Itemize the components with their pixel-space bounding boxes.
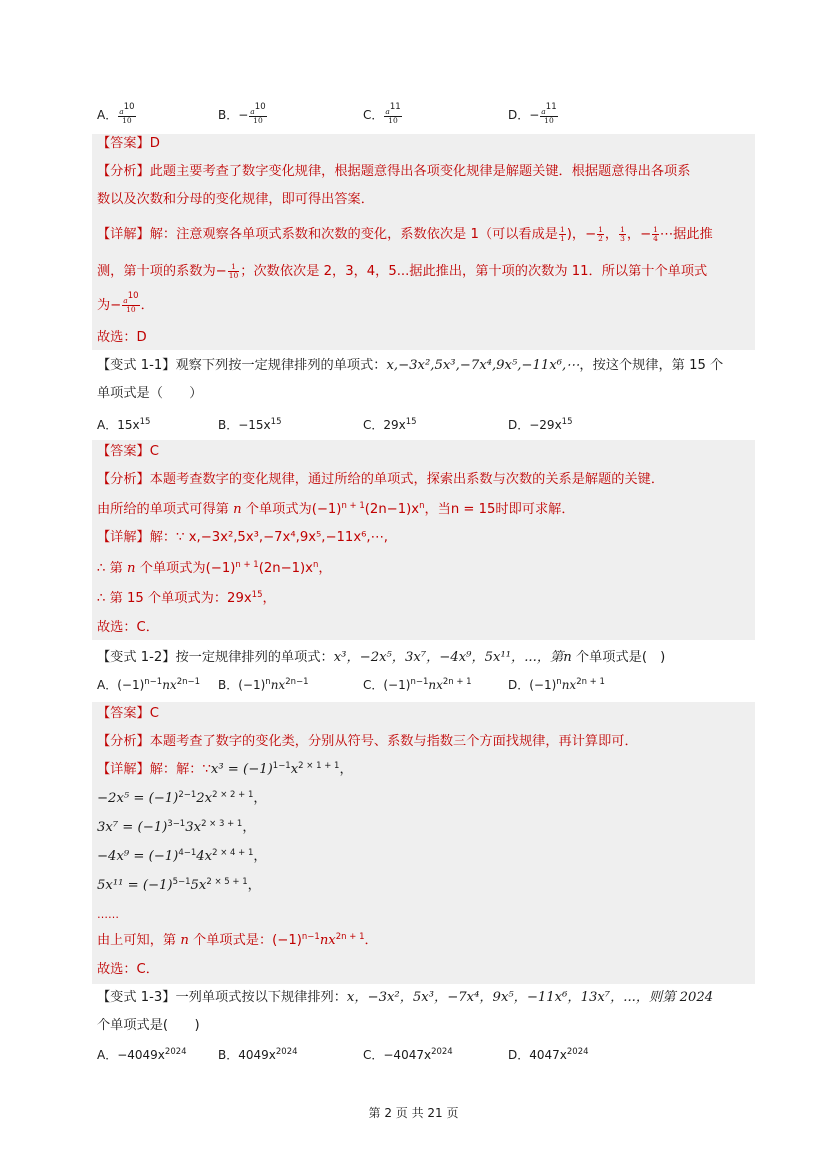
detail-text: 【详解】解：注意观察各单项式系数和次数的变化，系数依次是 1（可以看成是 [97,227,558,242]
q1-answer: 【答案】D [97,136,160,151]
separator: ， [253,849,267,864]
option-label: D．− [508,108,540,122]
fraction-one-over-four: $\frac{1}{4}$ [653,224,658,243]
stem-text: 【变式 1-3】一列单项式按以下规律排列： [97,990,347,1005]
exponent: 2n−1 [176,677,201,687]
fraction [118,101,135,125]
v12-detail [97,760,353,780]
detail-text: 为− [97,298,122,313]
v11-choose: 故选：C． [97,620,159,635]
stem-text: 【变式 1-2】按一定规律排列的单项式： [97,650,334,665]
fraction-one-over-two: $\frac{1}{2}$ [598,224,603,243]
v12-equation-row [97,818,256,838]
stem-text: ，按这个规律，第 15 个 [579,358,724,373]
v12-equation-row [97,789,267,809]
v13-option-a [97,1046,187,1064]
derive-text: ，当n = 15时即可求解． [424,502,575,517]
detail-text: ∴ 第 [97,561,123,576]
equation-left: x³ = (−1) [210,762,273,777]
exponent: n [265,677,271,687]
fraction [384,101,401,125]
v11-stem-cont: 单项式是（ ） [97,386,203,401]
fraction-a10-over-10: $\frac{a^{10}}{10}$ [123,291,139,314]
option-label: C． [363,108,384,122]
v12-answer: 【答案】C [97,706,159,721]
v11-option-c [363,416,417,434]
equation-term: 3x [185,820,202,835]
option-label: C．(−1) [363,678,411,692]
v11-derivation: 由所给的单项式可得第 n 个单项式为$(-1)^{n + 1}(2n-1)x^n$，当n = 15时即可求解． [97,501,575,517]
option-label: D．−29x [508,418,562,432]
v11-option-b [218,416,282,434]
q1-choose: 故选：D [97,330,147,345]
v11-stem [97,356,723,376]
exponent: 15 [251,590,263,600]
v13-stem [97,988,713,1008]
v11-detail-line2: ∴ 第 n 个单项式为$(-1)^{n + 1}(2n-1)x^n$， [97,560,332,576]
detail-text: (2n−1)x [258,561,313,576]
equation-left: −2x⁵ = (−1) [97,791,179,806]
exponent: 2n + 1 [576,677,605,687]
denominator: 10 [544,115,554,125]
equation-left: 5x¹¹ = (−1) [97,878,173,893]
exponent: 2 × 5 + 1 [206,877,248,887]
v12-option-d [508,676,605,694]
derive-text: 由所给的单项式可得第 [97,502,229,517]
option-label: A．15x [97,418,140,432]
separator: ， [253,791,267,806]
exponent: n−1 [144,677,163,687]
exponent: 2 × 4 + 1 [212,848,254,858]
option-label: A．(−1) [97,678,145,692]
page-footer: 第 2 页 共 21 页 [368,1106,459,1120]
exponent: 2−1 [178,790,197,800]
v12-equation-row [97,876,261,896]
exponent: 15 [139,417,151,427]
derive-text: 个单项式为(−1) [245,502,342,517]
conclusion-term: nx [319,933,336,948]
separator: ， [242,820,256,835]
numerator: a [119,106,124,116]
exponent: 10 [123,101,135,112]
numerator: a [541,106,546,116]
detail-text: 测，第十项的系数为− [97,264,227,279]
equation-left: −4x⁹ = (−1) [97,849,179,864]
exponent: 2 × 3 + 1 [201,819,243,829]
exponent: 3−1 [167,819,186,829]
separator: ， [247,878,261,893]
v11-detail: 【详解】解：∵ x,−3x²,5x³,−7x⁴,9x⁵,−11x⁶,⋯, [97,530,388,545]
fraction-one-over-ten: $\frac{1}{10}$ [228,261,239,280]
denominator: 10 [388,115,398,125]
v12-analysis: 【分析】本题考查了数字的变化类，分别从符号、系数与指数三个方面找规律，再计算即可． [97,734,638,749]
exponent: 2 × 1 + 1 [298,761,340,771]
detail-text: 个单项式为(−1) [139,561,236,576]
fraction-one-over-three: $\frac{1}{3}$ [620,224,625,243]
exponent: 2024 [164,1047,187,1057]
equation-term: 5x [190,878,207,893]
exponent: 15 [405,417,417,427]
exponent: n [556,677,562,687]
v13-option-d [508,1046,589,1064]
v13-stem-cont: 个单项式是( ) [97,1018,200,1033]
option-label: D．4047x [508,1048,567,1062]
v12-stem: 【变式 1-2】按一定规律排列的单项式：x³，−2x⁵，3x⁷，−4x⁹，5x¹¹，...，第n 个单项式是( ) [97,650,666,665]
v11-analysis: 【分析】本题考查数字的变化规律，通过所给的单项式，探索出系数与次数的关系是解题的关键． [97,472,665,487]
exponent: 11 [389,101,401,112]
q1-detail-cont [97,262,707,282]
q1-option-b [218,101,268,125]
separator: ， [339,762,353,777]
option-label: B．(−1) [218,678,266,692]
exponent: 2024 [275,1047,298,1057]
numerator: a [385,106,390,116]
v12-option-a [97,676,200,694]
v11-option-d [508,416,573,434]
option-label: B．−15x [218,418,271,432]
option-label: C．29x [363,418,406,432]
detail-text: ；次数依次是 2，3，4，5...据此推出，第十项的次数为 11．所以第十个单项式 [240,264,708,279]
numerator: a [250,106,255,116]
derive-text: (2n−1)x [364,502,420,517]
exponent: n−1 [301,932,320,942]
option-label: A． [97,108,118,122]
equation-left: 3x⁷ = (−1) [97,820,168,835]
exponent: 10 [254,101,266,112]
v11-option-a [97,416,150,434]
detail-text-tail: 据此推 [673,227,713,242]
exponent: n−1 [410,677,429,687]
option-term: nx [270,678,286,692]
stem-sequence: x，−3x²，5x³，−7x⁴，9x⁵，−11x⁶，13x⁷，...，则第 2024 [346,990,714,1005]
exponent: 2n−1 [285,677,309,687]
option-label: B．4049x [218,1048,276,1062]
v11-detail-line3: ∴ 第 15 个单项式为：$29x^{15}$， [97,590,276,606]
exponent: 11 [545,101,557,112]
exponent: 2024 [431,1047,453,1057]
v13-option-b [218,1046,298,1064]
option-term: nx [162,678,177,692]
q1-option-a [97,101,137,125]
equation-term: 2x [196,791,213,806]
q1-option-d [508,101,559,125]
exponent: 2 × 2 + 1 [212,790,254,800]
q1-analysis: 【分析】此题主要考查了数字变化规律，根据题意得出各项变化规律是解题关键．根据题意得出各项系 [97,164,691,179]
v12-option-c [363,676,472,694]
exponent: 2n + 1 [442,677,472,687]
denominator: 10 [122,115,132,125]
fraction [540,101,557,125]
q1-analysis-cont: 数以及次数和分母的变化规律，即可得出答案． [97,192,374,207]
v12-equation-row [97,847,267,867]
equation-term: x [290,762,299,777]
conclusion-text: 由上可知，第 [97,933,177,948]
v11-answer: 【答案】C [97,444,159,459]
q1-detail: 【详解】解：注意观察各单项式系数和次数的变化，系数依次是 1（可以看成是 $\frac{1}{1}$ )，− $\frac{1}{2}$ ， $\frac{1}{3}$ ，− $\frac{1}{4}$ ⋯据此推 [97,224,713,243]
exponent: 5−1 [172,877,191,887]
exponent: 15 [561,417,573,427]
equation-term: 4x [196,849,213,864]
exponent: 2n + 1 [335,932,365,942]
exponent: 1−1 [272,761,291,771]
conclusion-text: 个单项式是：(−1) [193,933,302,948]
option-term: nx [561,678,577,692]
stem-sequence: x,−3x²,5x³,−7x⁴,9x⁵,−11x⁶,⋯ [386,358,580,373]
v12-ellipsis: …… [97,908,119,921]
option-label: B．− [218,108,249,122]
detail-text: 【详解】解：解：∵ [97,762,211,777]
v13-option-c [363,1046,453,1064]
q1-detail-end: 为− $\frac{a^{10}}{10}$ ． [97,291,154,314]
option-term: nx [428,678,443,692]
stem-text: 个单项式是( ) [575,650,666,665]
exponent: 2024 [566,1047,589,1057]
q1-option-c [363,101,403,125]
option-label: A．−4049x [97,1048,165,1062]
v12-choose: 故选：C． [97,962,159,977]
v12-option-b [218,676,309,694]
stem-text: 【变式 1-1】观察下列按一定规律排列的单项式： [97,358,387,373]
option-label: C．−4047x [363,1048,432,1062]
option-label: D．(−1) [508,678,557,692]
stem-sequence: x³，−2x⁵，3x⁷，−4x⁹，5x¹¹，...，第 [333,650,564,665]
exponent: 15 [270,417,282,427]
fraction-one-over-one: $\frac{1}{1}$ [559,224,565,243]
denominator: 10 [253,115,263,125]
detail-text: ∴ 第 15 个单项式为：29x [97,591,252,606]
fraction [249,101,266,125]
v12-conclusion: 由上可知，第 n 个单项式是：$(-1)^{n-1}nx^{2n + 1}$． [97,932,378,948]
exponent: 4−1 [178,848,197,858]
